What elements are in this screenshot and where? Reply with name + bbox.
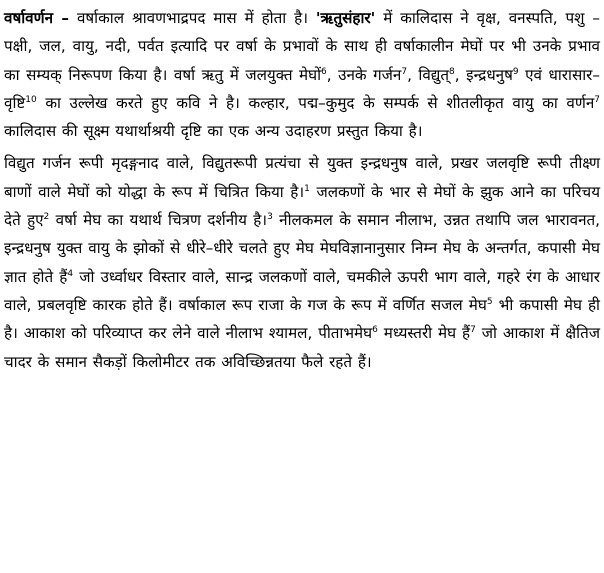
body-text: मध्यस्तरी मेघ हैं bbox=[377, 324, 471, 343]
body-text: भी कपासी मेघ ही है। आकाश को परिव्याप्त कर लेने वाले नीलाभ श्यामल, पीताभमेघ bbox=[4, 295, 600, 343]
body-text: वर्षा मेघ का यथार्थ चित्रण दर्शनीय है। bbox=[49, 211, 268, 230]
body-text: वर्षाकाल श्रावणभाद्रपद मास में होता है। bbox=[69, 9, 316, 27]
paragraph-varsha-varnan bbox=[4, 4, 600, 145]
body-text: जो उर्ध्वाधर विस्तार वाले, सान्द्र जलकणों वाले, चमकीले ऊपरी भाग वाले, गहरे रंग के आधार वाले, प्रबलवृष्टि कारक होते हैं। वर्षाकाल रूप राजा के गज के रूप में वर्णित सजल मेघ bbox=[4, 267, 601, 314]
body-text: कालिदास की सूक्ष्म यथार्थाश्रयी दृष्टि का एक अन्य उदाहरण प्रस्तुत किया है। bbox=[4, 122, 423, 141]
footnote-marker: 6 bbox=[321, 66, 327, 77]
footnote-marker: 7 bbox=[594, 94, 600, 105]
footnote-marker: 3 bbox=[267, 212, 273, 223]
body-text: में कालिदास ने वृक्ष, वनस्पति, पशु – पक्षी, जल, वायु, नदी, पर्वत इत्यादि पर वर्षा के प्रभावों के साथ ही वर्षाकालीन मेघों पर भी उनके प्रभाव का सम्यक् निरूपण किया है। वर्षा ऋतु में जलयुक्त मेघों bbox=[4, 9, 600, 84]
footnote-marker: 7 bbox=[401, 66, 408, 77]
body-text: का उल्लेख करते हुए कवि ने है। कल्हार, पद्म–कुमुद के सम्पर्क से शीतलीकृत वायु का वर्णन bbox=[36, 93, 595, 112]
body-text: विद्युत गर्जन रूपी मृदङ्गनाद वाले, विद्युतरूपी प्रत्यंचा से युक्त इन्द्रधनुष वाले, प्रखर जलवृष्टि रूपी तीक्ष्ण बाणों वाले मेघों को योद्धा के रूप में चित्रित किया है। bbox=[4, 154, 600, 201]
paragraph-megh-chitran bbox=[4, 149, 600, 375]
footnote-marker: 7 bbox=[470, 325, 476, 336]
footnote-marker: 8 bbox=[449, 66, 455, 77]
footnote-marker: 10 bbox=[25, 94, 37, 105]
body-text: नीलकमल के समान नीलाभ, उन्नत तथापि जल भारावनत, इन्द्रधनुष युक्त वायु के झोकों से धीरे–धीरे चलते हुए मेघ मेघविज्ञानानुसार निम्न मेघ के अन्तर्गत, कपासी मेघ ज्ञात होते हैं bbox=[4, 211, 600, 286]
footnote-marker: 6 bbox=[372, 325, 378, 336]
body-text: , इन्द्रधनुष bbox=[454, 65, 513, 84]
footnote-marker: 5 bbox=[486, 296, 493, 307]
bold-heading-text: वर्षावर्णन – bbox=[4, 9, 70, 27]
body-text: , विद्युत् bbox=[407, 65, 450, 84]
body-text: जो आकाश में क्षैतिज चादर के समान सैकड़ों किलोमीटर तक अविच्छिन्नतया फैले रहते हैं। bbox=[4, 324, 600, 371]
footnote-marker: 1 bbox=[304, 183, 310, 194]
footnote-marker: 9 bbox=[512, 66, 519, 77]
body-text: जलकणों के भार से मेघों के झुक आने का परिचय देते हुए bbox=[4, 182, 600, 230]
body-text: , उनके गर्जन bbox=[326, 65, 402, 84]
body-text: एवं धारासार–वृष्टि bbox=[4, 65, 600, 112]
footnote-marker: 4 bbox=[67, 268, 74, 279]
footnote-marker: 2 bbox=[43, 212, 50, 223]
bold-heading-text: 'ऋतुसंहार' bbox=[315, 9, 376, 27]
